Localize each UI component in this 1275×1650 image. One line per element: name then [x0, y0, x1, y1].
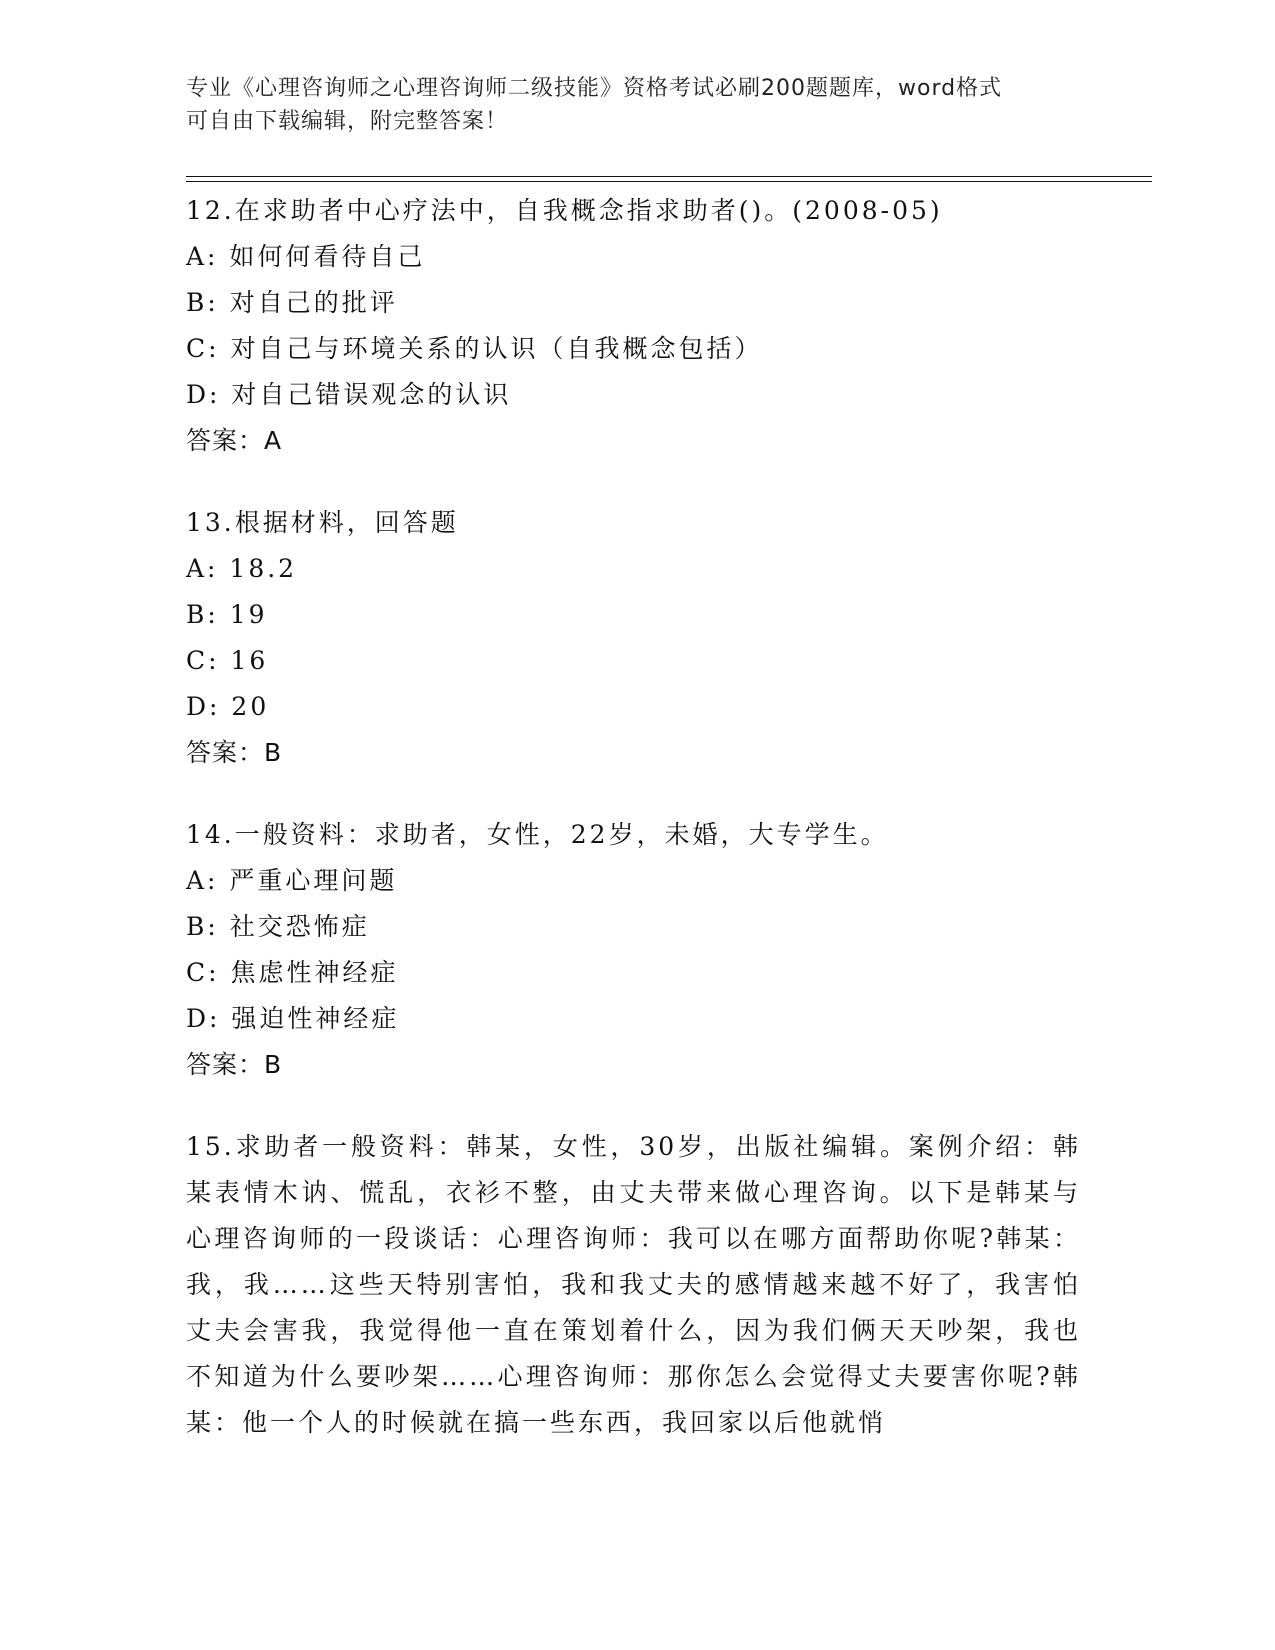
header-line-2: 可自由下载编辑，附完整答案！: [186, 109, 509, 134]
option-a: A: 严重心理问题: [186, 866, 398, 895]
header-line-1: 专业《心理咨询师之心理咨询师二级技能》资格考试必刷200题题库，word格式: [186, 76, 1003, 101]
answer-line: 答案：B: [186, 1050, 283, 1079]
question-stem: 12.在求助者中心疗法中，自我概念指求助者()。(2008-05): [186, 196, 943, 225]
header-rule-bottom: [186, 181, 1152, 182]
option-b: B: 19: [186, 600, 268, 629]
option-d: D: 强迫性神经症: [186, 1004, 400, 1033]
option-d: D: 对自己错误观念的认识: [186, 380, 512, 409]
answer-line: 答案：B: [186, 738, 283, 767]
header-rule-top: [186, 176, 1152, 177]
option-b: B: 对自己的批评: [186, 288, 398, 317]
question-list: [186, 188, 1086, 1482]
option-c: C: 对自己与环境关系的认识（自我概念包括）: [186, 334, 763, 363]
question-14: [186, 812, 1086, 1088]
option-c: C: 焦虑性神经症: [186, 958, 399, 987]
option-c: C: 16: [186, 646, 269, 675]
option-d: D: 20: [186, 692, 270, 721]
option-b: B: 社交恐怖症: [186, 912, 370, 941]
question-stem: 14.一般资料：求助者，女性，22岁，未婚，大专学生。: [186, 820, 889, 849]
question-13: [186, 500, 1086, 776]
option-a: A: 18.2: [186, 554, 298, 583]
option-a: A: 如何何看待自己: [186, 242, 426, 271]
question-12: [186, 188, 1086, 464]
question-stem: 15.求助者一般资料：韩某，女性，30岁，出版社编辑。案例介绍：韩某表情木讷、慌乱，衣衫不整，由丈夫带来做心理咨询。以下是韩某与心理咨询师的一段谈话：心理咨询师：我可以在哪方面帮助你呢?韩某：我，我……这些天特别害怕，我和我丈夫的感情越来越不好了，我害怕丈夫会害我，我觉得他一直在策划着什么，因为我们俩天天吵架，我也不知道为什么要吵架……心理咨询师：那你怎么会觉得丈夫要害你呢?韩某：他一个人的时候就在搞一些东西，我回家以后他就悄: [186, 1132, 1081, 1437]
question-stem: 13.根据材料，回答题: [186, 508, 459, 537]
document-header: [186, 72, 1086, 138]
question-15: [186, 1124, 1086, 1446]
answer-line: 答案：A: [186, 426, 283, 455]
